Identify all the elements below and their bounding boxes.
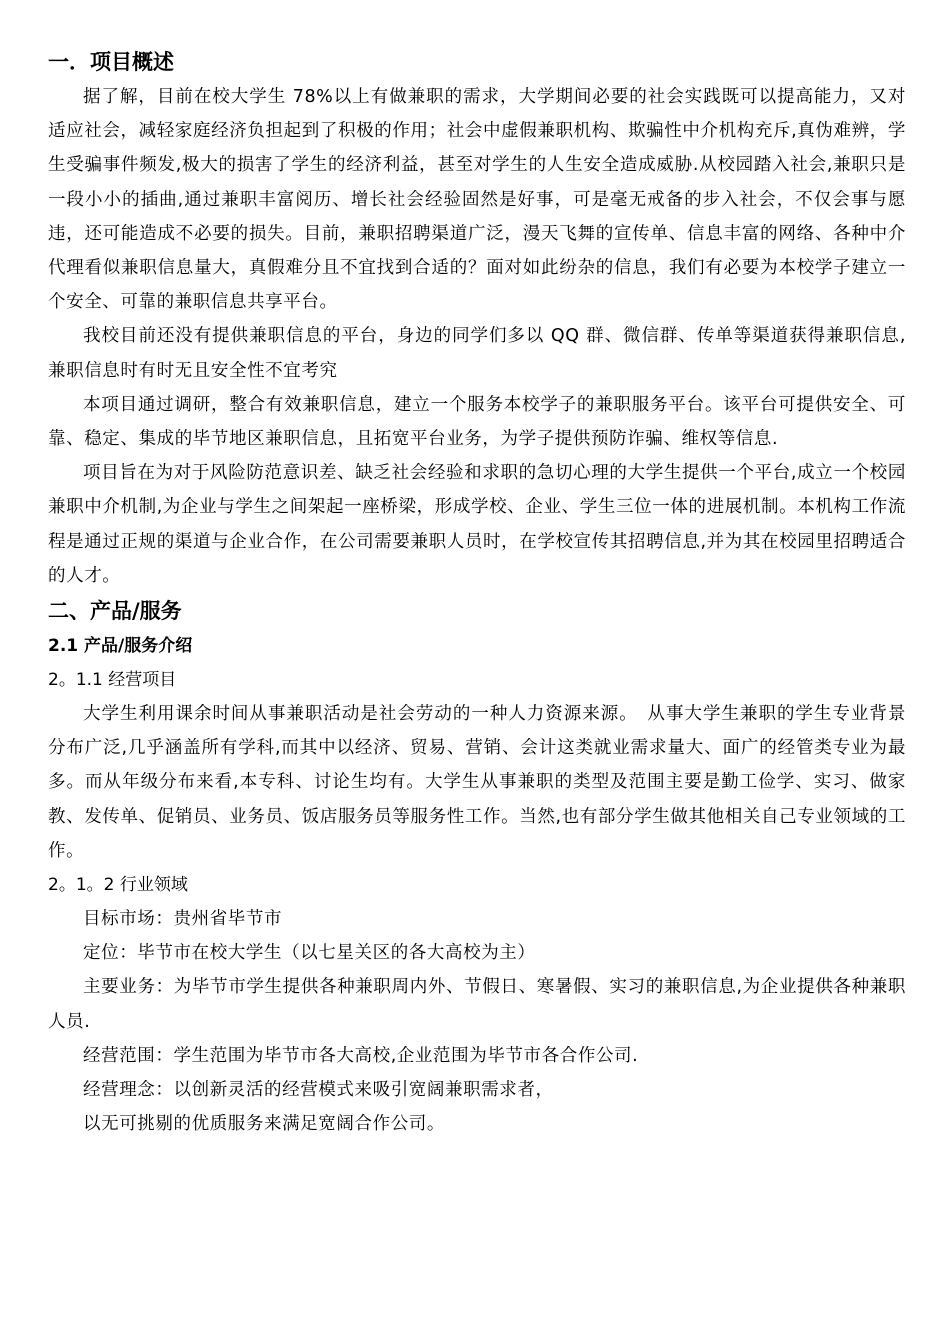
scope-line: 经营范围：学生范围为毕节市各大高校,企业范围为毕节市各合作公司. (83, 1045, 639, 1066)
section-heading-overview: 一．项目概述 (48, 50, 174, 74)
overview-paragraph-3: 本项目通过调研，整合有效兼职信息，建立一个服务本校学子的兼职服务平台。该平台可提供安全、可靠、稳定、集成的毕节地区兼职信息，且拓宽平台业务，为学子提供预防诈骗、维权等信息. (48, 394, 906, 450)
subsection-heading-business-items: 2。1.1 经营项目 (48, 670, 177, 691)
subsection-heading-industry: 2。1。2 行业领域 (48, 875, 188, 896)
target-market-line: 目标市场：贵州省毕节市 (83, 909, 283, 930)
overview-paragraph-4: 项目旨在为对于风险防范意识差、缺乏社会经验和求职的急切心理的大学生提供一个平台,成立一个校园兼职中介机制,为企业与学生之间架起一座桥梁，形成学校、企业、学生三位一体的进展机制。本机构工作流程是通过正规的渠道与企业合作，在公司需要兼职人员时，在学校宣传其招聘信息,并为其在校园里招聘适合的人才。 (48, 463, 906, 586)
philosophy-line-1: 经营理念：以创新灵活的经营模式来吸引宽阔兼职需求者， (83, 1080, 554, 1101)
overview-paragraph-1: 据了解，目前在校大学生 78%以上有做兼职的需求，大学期间必要的社会实践既可以提高能力，又对适应社会，减轻家庭经济负担起到了积极的作用；社会中虚假兼职机构、欺骗性中介机构充斥,真伪难辨，学生受骗事件频发,极大的损害了学生的经济利益，甚至对学生的人生安全造成威胁.从校园踏入社会,兼职只是一段小小的插曲,通过兼职丰富阅历、增长社会经验固然是好事，可是毫无戒备的步入社会，不仅会事与愿违，还可能造成不必要的损失。目前，兼职招聘渠道广泛，漫天飞舞的宣传单、信息丰富的网络、各种中介代理看似兼职信息量大，真假难分且不宜找到合适的？面对如此纷杂的信息，我们有必要为本校学子建立一个安全、可靠的兼职信息共享平台。 (48, 87, 906, 313)
positioning-line: 定位：毕节市在校大学生（以七星关区的各大高校为主） (83, 943, 536, 964)
main-business-paragraph: 主要业务：为毕节市学生提供各种兼职周内外、节假日、寒暑假、实习的兼职信息,为企业提供各种兼职人员. (48, 977, 906, 1032)
document-page (48, 44, 906, 1141)
section-heading-product-service: 二、产品/服务 (48, 599, 182, 624)
philosophy-line-2: 以无可挑剔的优质服务来满足宽阔合作公司。 (83, 1114, 445, 1135)
business-items-paragraph: 大学生利用课余时间从事兼职活动是社会劳动的一种人力资源来源。 从事大学生兼职的学生专业背景分布广泛,几乎涵盖所有学科,而其中以经济、贸易、营销、会计这类就业需求量大、面广的经管类专业为最多。而从年级分布来看,本专科、讨论生均有。大学生从事兼职的类型及范围主要是勤工俭学、实习、做家教、发传单、促销员、业务员、饭店服务员等服务性工作。当然,也有部分学生做其他相关自己专业领域的工作。 (48, 704, 906, 861)
overview-paragraph-2: 我校目前还没有提供兼职信息的平台，身边的同学们多以 QQ 群、微信群、传单等渠道获得兼职信息,兼职信息时有时无且安全性不宜考究 (48, 326, 906, 381)
subsection-heading-intro: 2.1 产品/服务介绍 (48, 636, 193, 657)
